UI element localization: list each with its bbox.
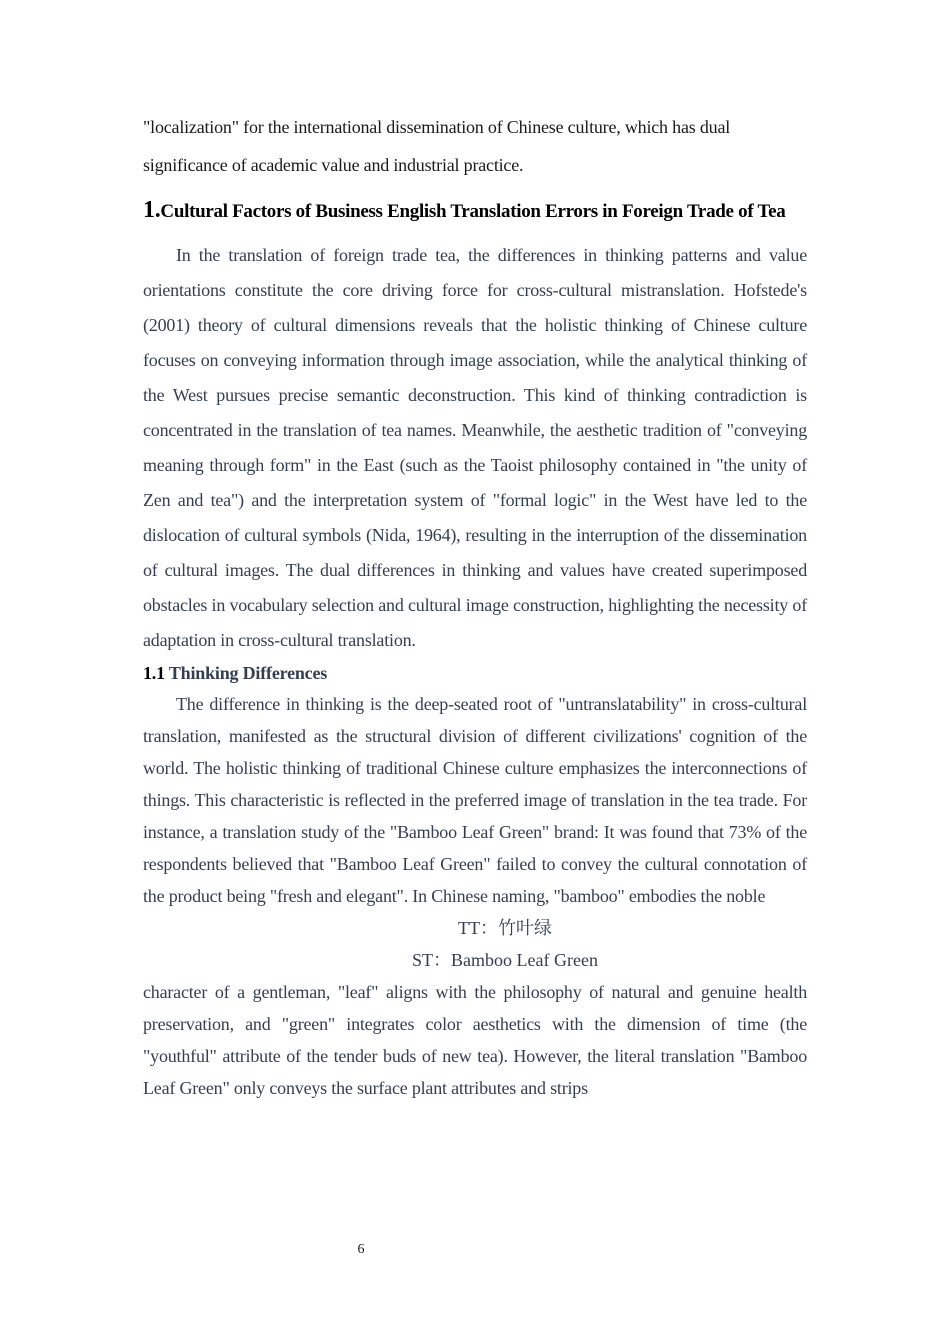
- page-content: [143, 108, 807, 1104]
- intro-paragraph: "localization" for the international dissemination of Chinese culture, which has dual significance of academic value and industrial practice.: [143, 117, 731, 175]
- source-text-line: [143, 944, 807, 976]
- subsection-heading-title: Thinking Differences: [168, 663, 328, 683]
- st-value: Bamboo Leaf Green: [451, 950, 598, 970]
- section-heading-title: Cultural Factors of Business English Translation Errors in Foreign Trade of Tea: [160, 201, 786, 222]
- section-intro-paragraph: In the translation of foreign trade tea, the differences in thinking patterns and value orientations constitute the core driving force for cross-cultural mistranslation. Hofstede's (2001) theory of cultural dimensions reveals that the holistic thinking of Chinese culture focuses on conveying information through image association, while the analytical thinking of the West pursues precise semantic deconstruction. This kind of thinking contradiction is concentrated in the translation of tea names. Meanwhile, the aesthetic tradition of "conveying meaning through form" in the East (such as the Taoist philosophy contained in "the unity of Zen and tea") and the interpretation system of "formal logic" in the West have led to the dislocation of cultural symbols (Nida, 1964), resulting in the interruption of the dissemination of cultural images. The dual differences in thinking and values have created superimposed obstacles in vocabulary selection and cultural image construction, highlighting the necessity of adaptation in cross-cultural translation.: [143, 245, 807, 650]
- continuation-paragraph: character of a gentleman, "leaf" aligns with the philosophy of natural and genuine health preservation, and "green" integrates color aesthetics with the dimension of time (the "youthful" attribute of the tender buds of new tea). However, the literal translation "Bamboo Leaf Green" only conveys the surface plant attributes and strips: [143, 982, 807, 1098]
- subsection-heading: [143, 658, 807, 688]
- page-number: 6: [357, 1242, 365, 1257]
- st-label: ST：: [412, 950, 452, 970]
- section-heading: [143, 184, 807, 238]
- subsection-heading-number: 1.1: [143, 663, 169, 683]
- tt-label: TT：: [458, 918, 498, 938]
- thinking-differences-paragraph: The difference in thinking is the deep-seated root of "untranslatability" in cross-cultural translation, manifested as the structural division of different civilizations' cognition of the world. The holistic thinking of traditional Chinese culture emphasizes the interconnections of things. This characteristic is reflected in the preferred image of translation in the tea trade. For instance, a translation study of the "Bamboo Leaf Green" brand: It was found that 73% of the respondents believed that "Bamboo Leaf Green" failed to convey the cultural connotation of the product being "fresh and elegant". In Chinese naming, "bamboo" embodies the noble: [143, 694, 807, 906]
- section-heading-number: 1.: [143, 197, 161, 223]
- tt-value: 竹叶绿: [498, 918, 552, 938]
- target-text-line: [143, 912, 807, 944]
